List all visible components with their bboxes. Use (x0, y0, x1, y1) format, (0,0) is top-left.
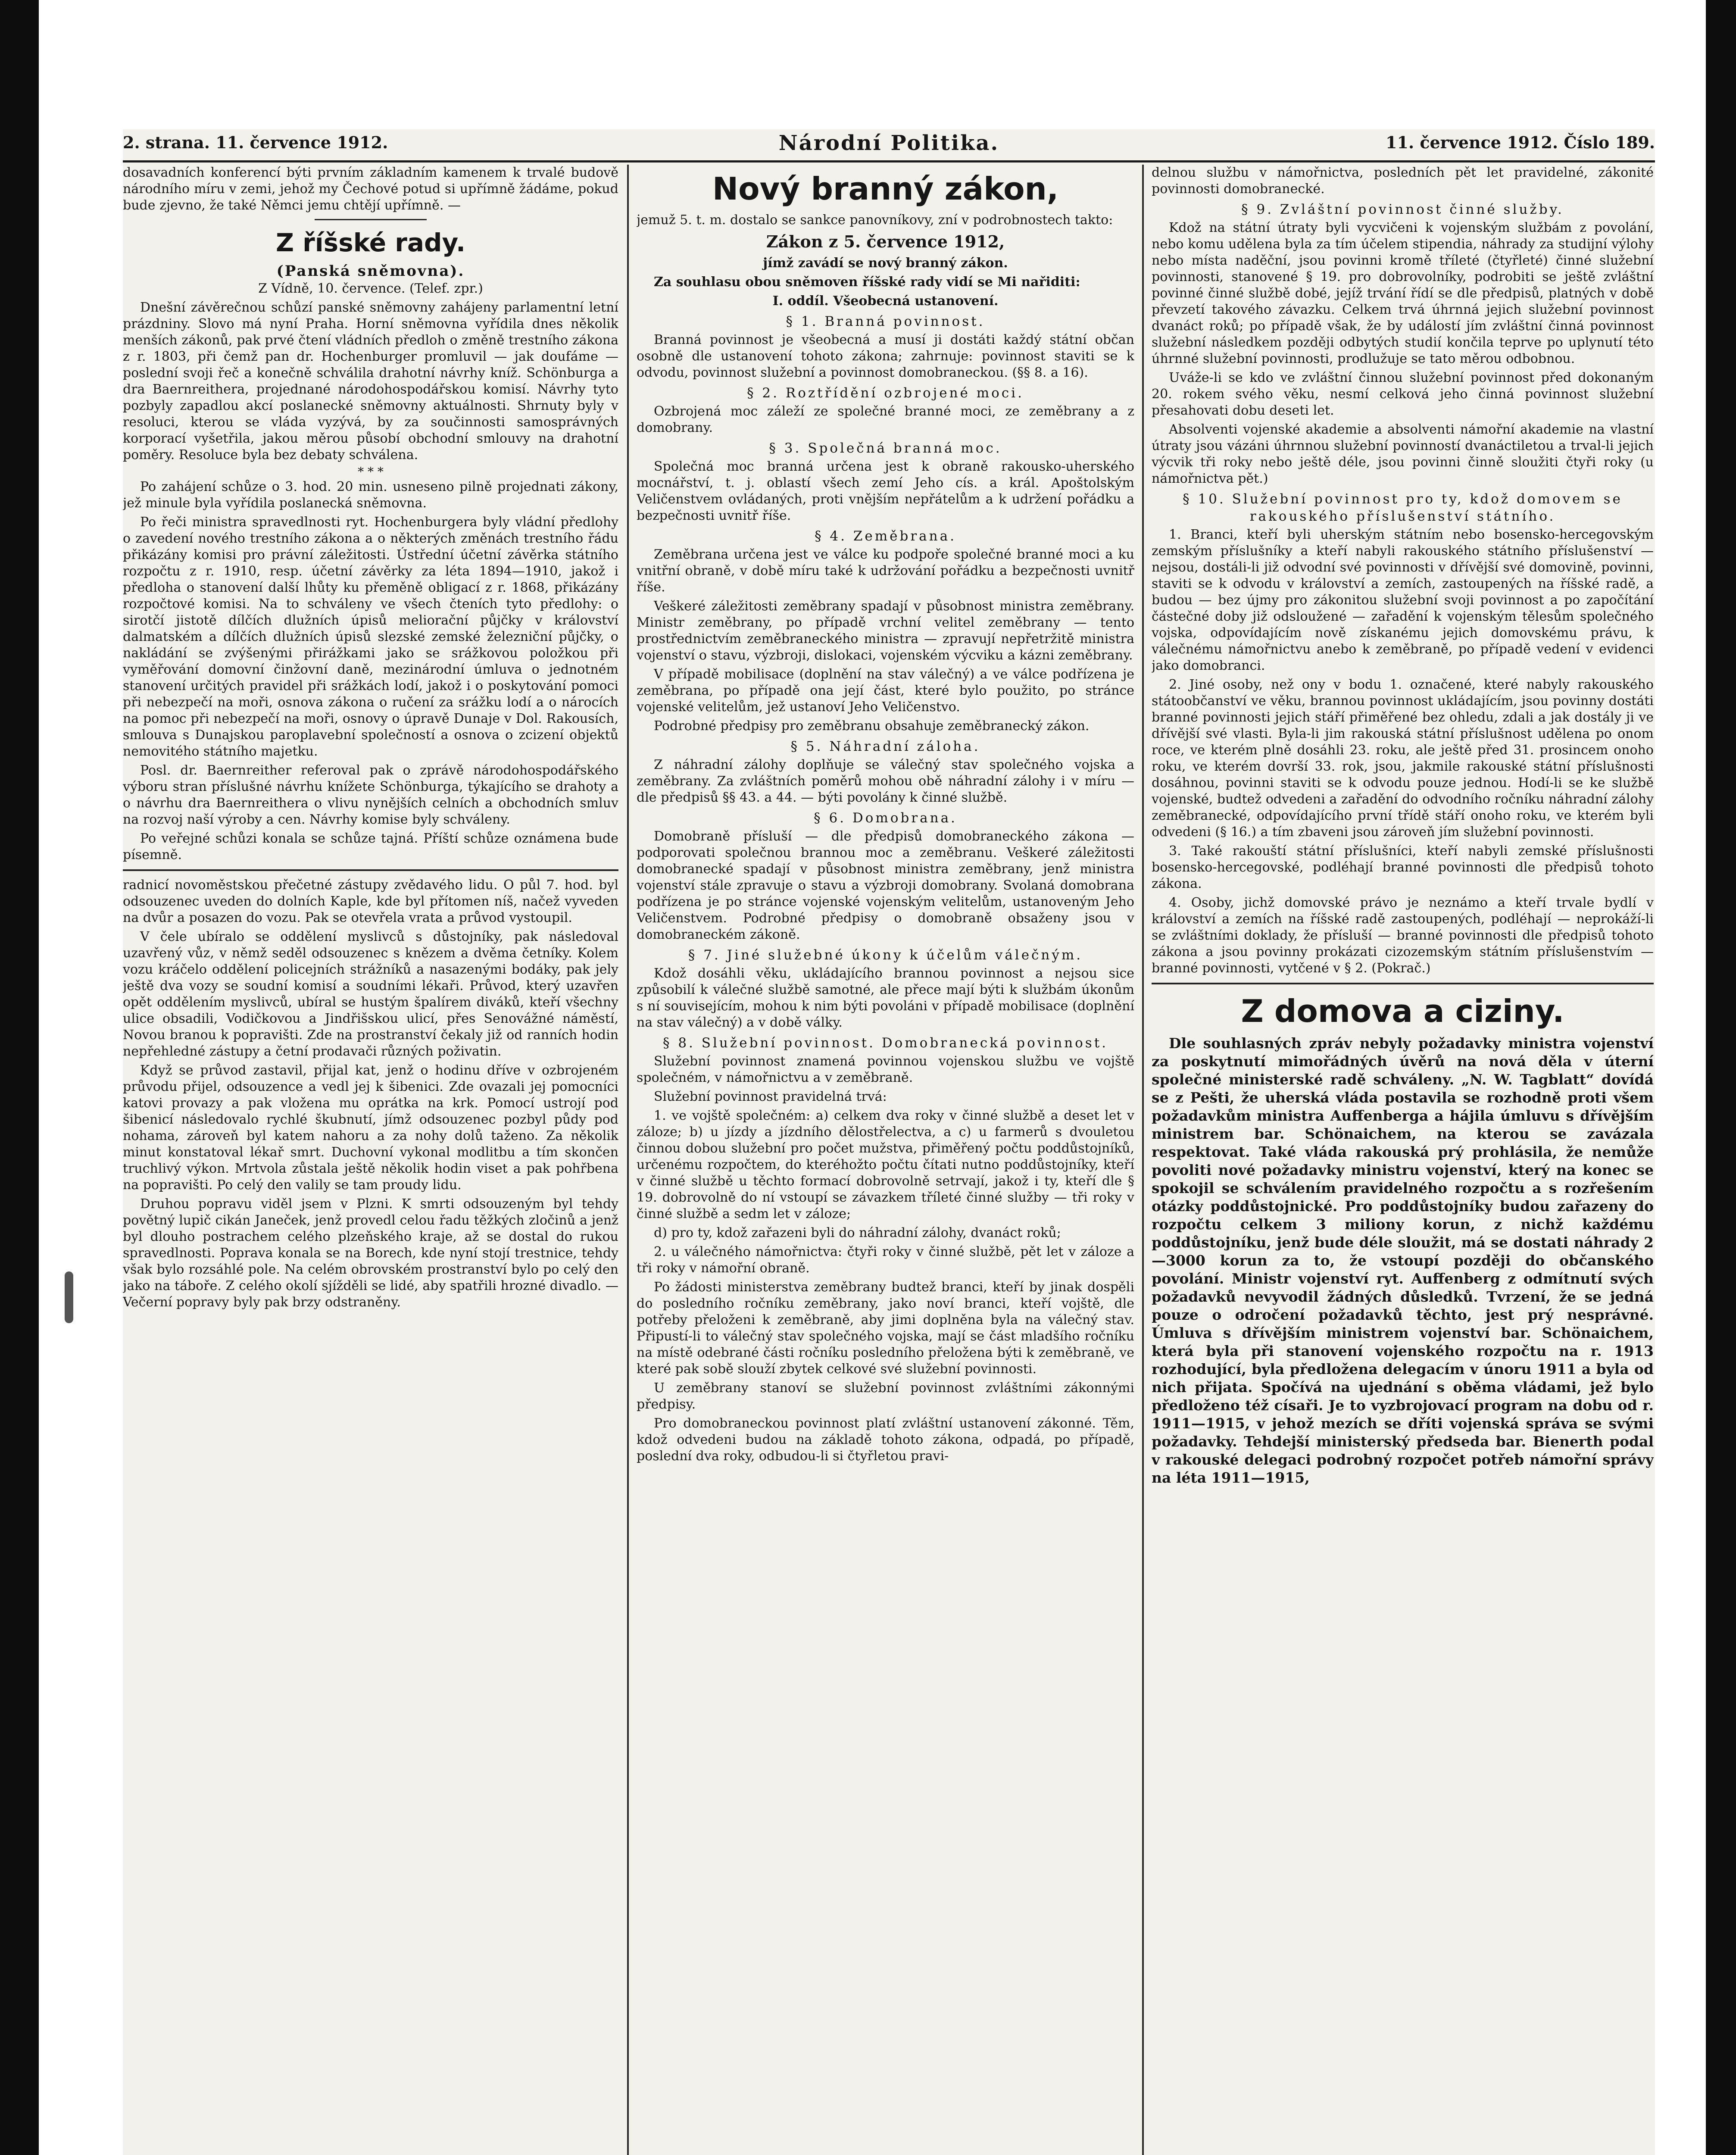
column-3 (1152, 165, 1654, 2155)
paragraph: 1. ve vojště společném: a) celkem dva roky v činné službě a deset let v záloze; b) u jízdy a jízdního dělostřelectva, a c) u farmerů s dvouletou činnou dobou služební pro počet mužstva, přiměřený počtu poddůstojníků, určenému rozpočtem, do kteréhožto počtu čítati nutno poddůstojníky, kteří v činné službě u těchto formací dobrovolně setrvají, jakož i ty, kteří dle § 19. dobrovolně do ní vstoupí se závazkem tříleté činné služby — tři roky v činné službě a sedm let v záloze; (637, 1108, 1134, 1221)
column-1 (123, 165, 618, 2155)
paragraph: Absolventi vojenské akademie a absolventi námořní akademie na vlastní útraty jsou vázáni úhrnnou služební povinností dvanáctiletou a trval-li jejich výcvik tři roky nebo ještě déle, jsou povinni činně sloužiti čtyři roky (u námořnictva pět.) (1152, 422, 1654, 486)
section-rule (123, 869, 618, 871)
paragraph: Druhou popravu viděl jsem v Plzni. K smrti odsouzeným byl tehdy povětný lupič cikán Janeček, jenž provedl celou řadu těžkých zločinů a jenž byl dlouho postrachem celého plzeňského kraje, až se dostal do rukou spravedlnosti. Poprava konala se na Borech, kde nyní stojí trestnice, tehdy však bylo rozsáhlé pole. Na celém obrovském prostranství bylo po celý den jako na táboře. Z celého okolí sjížděli se lidé, aby spatřili hrozné divadlo. — Večerní popravy byly pak brzy odstraněny. (123, 1196, 618, 1310)
header-left: 2. strana. 11. července 1912. (123, 133, 388, 152)
paragraph: 2. Jiné osoby, než ony v bodu 1. označené, které nabyly rakouského státoobčanství ve věku, brannou povinnost ukládajícím, jsou povinny dostáti branné povinnosti jejich stáří přiměřené bez ohledu, zdali a jak dostály ji ve dřívější své vlasti. Byla-li jim rakouská státní příslušnost udělena po onom roce, ve kterém plně dosáhli 23. roku, ale ještě před 31. prosincem onoho roku, ve kterém dovrší 33. rok, jsou, jakmile rakouské státní příslušnosti dosáhnou, povinni staviti se k odvodu pouze jednou. Hodí-li se ke službě vojenské, budtež odvedeni a zařadění do odvodního ročníku náhradní zálohy zeměbranecké, odpovídajícího první třídě stáří onoho roku, ve kterém byli odvedeni (§ 16.) a tím zbaveni jsou zároveň jím služební povinnosti. (1152, 677, 1654, 840)
paragraph: Po zahájení schůze o 3. hod. 20 min. usneseno pilně projednati zákony, jež minule byla vyřídila poslanecká sněmovna. (123, 479, 618, 511)
section-heading: § 9. Zvláštní povinnost činné služby. (1241, 202, 1564, 217)
paragraph: radnicí novoměstskou přečetné zástupy zvědavého lidu. O půl 7. hod. byl odsouzenec uveden do dolních Kaple, kde byl přítomen níš, načež vyveden na dvůr a posazen do vozu. Pak se otevřela vrata a průvod vystoupil. (123, 878, 618, 925)
paragraph: U zeměbrany stanoví se služební povinnost zvláštními zákonnými předpisy. (637, 1380, 1134, 1412)
column-divider (627, 165, 629, 2155)
paragraph: Po veřejné schůzi konala se schůze tajná. Příští schůze oznámena bude písemně. (123, 831, 618, 862)
section-heading: § 6. Domobrana. (814, 810, 957, 826)
paragraph: d) pro ty, kdož zařazeni byli do náhradní zálohy, dvanáct roků; (654, 1225, 1061, 1240)
paragraph: Kdož dosáhli věku, ukládajícího brannou povinnost a nejsou sice způsobilí k válečné službě samotné, ale přece mají býti k službám úkonům s ní souvisejícím, mohou k nim býti povoláni v případě mobilisace (doplnění na stav válečný) a v době války. (637, 966, 1134, 1030)
paragraph: V případě mobilisace (doplnění na stav válečný) a ve válce podřízena je zeměbrana, po případě ona její část, které bylo použito, po stránce vojenské velitelům, jež ustanoví Jeho Veličenstvo. (637, 667, 1134, 715)
paragraph: Po řeči ministra spravedlnosti ryt. Hochenburgera byly vládní předlohy o zavedení nového trestního zákona a o některých změnách trestního řádu přikázány komisi pro právní záležitosti. Ústřední účetní závěrka státního rozpočtu z r. 1910, resp. účetní závěrky za léta 1894—1910, jakož i předloha o stanovení další lhůty ku přeměně obligací z r. 1868, přikázány rozpočtové komisi. Na to schváleny ve všech čteních tyto předlohy: o sirotčí jistotě dílčích dlužních úpisů meliorační půjčky v království dalmatském a dílčích dlužních úpisů slezské zemské železniční půjčky, o nakládání se zvýšenými přirážkami jako se srážkovou položkou při vyměřování domovní činžovní daně, mezinárodní úmluva o jednotném stanovení určitých pravidel při srážkách lodí, jakož i o poskytování pomoci při nebezpečí na moři, osnova zákona o ručení za srážku lodí a o nárocích na pomoc při nebezpečí na moři, osnovy o úpravě Dunaje v Dol. Rakousích, smlouva s Dunajskou paroplavební společností a osnova o zcizení objektů nemovitého státního majetku. (123, 515, 618, 759)
section-heading: § 2. Roztřídění ozbrojené moci. (747, 385, 1024, 401)
dateline: Z Vídně, 10. července. (Telef. zpr.) (258, 281, 483, 296)
paragraph: Z náhradní zálohy doplňuje se válečný stav společného vojska a zeměbrany. Za zvláštních poměrů mohou obě náhradní zálohy i v míru — dle předpisů §§ 43. a 44. — býti povolány k činné službě. (637, 757, 1134, 805)
section-heading: § 10. Služební povinnost pro ty, kdož domovem se rakouského příslušenství státního. (1183, 491, 1623, 524)
paragraph: Pro domobraneckou povinnost platí zvláštní ustanovení zákonné. Těm, kdož odvedeni budou na základě tohoto zákona, odpadá, po případě, poslední dva roky, odbudou-li si čtyřletou pravi- (637, 1416, 1134, 1464)
column-divider (1142, 165, 1144, 2155)
paragraph: Kdož na státní útraty byli vycvičeni k vojenským službám z povolání, nebo komu udělena byla za tím účelem stipendia, náhrady za studijní výlohy nebo místa naděční, jsou povinni kromě tříleté (čtyřleté) činné služební povinnosti, stanovené § 19. pro dobrovolníky, podrobiti se ještě zvláštní povinné činné službě dobé, jejíž trvání řídí se dle předpisů, platných v době převzetí takového závazku. Celkem trvá úhrnná jejich služební povinnost dvanáct roků; po případě však, že by událostí jím zvláštní činná povinnost služební následkem později odbytých studií končila teprve po uplynutí této úhrnné služební povinnosti, prodlužuje se tato měrou odbobnou. (1152, 220, 1654, 366)
paragraph: Ozbrojená moc záleží ze společné branné moci, ze zeměbrany a z domobrany. (637, 404, 1134, 435)
paragraph: delnou službu v námořnictva, posledních pět let pravidelné, zákonité povinnosti domobranecké. (1152, 165, 1654, 197)
paragraph: V čele ubíralo se oddělení myslivců s důstojníky, pak následoval uzavřený vůz, v němž seděl odsouzenec s knězem a dvěma četníky. Kolem vozu kráčelo oddělení policejních strážníků a nasazenými bodáky, pak jely ještě dva vozy se soudní komisí a soudními lékaři. Průvod, který uzavřen opět oddělením myslivců, ubíral se hustým špalírem diváků, kteří všechny ulice obsadili, Vodičkovou a Jindřišskou ulicí, přes Senovážné náměstí, Novou branou k popravišti. Zde na prostranství čekaly již od ranních hodin nepřehledné zástupy a četní prodavači různých poživatin. (123, 929, 618, 1059)
margin-mark (65, 1271, 73, 1323)
law-subtitle: jímž zavádí se nový branný zákon. (763, 256, 1008, 271)
section-heading: § 7. Jiné služebné úkony k účelům válečným. (688, 947, 1083, 963)
paragraph: Za souhlasu obou sněmoven říšské rady vidí se Mi nařiditi: (654, 275, 1080, 290)
header-rule (123, 160, 1655, 162)
paragraph: Veškeré záležitosti zeměbrany spadají v působnost ministra zeměbrany. Ministr zeměbrany, po případě vrchní velitel zeměbrany — tento prostřednictvím zeměbraneckého ministra — zpravují nepřetržitě ministra vojenství o stavu, výzbroji, dislokaci, vojenském výcviku a kázni zeměbrany. (637, 599, 1134, 663)
article-title: Nový branný zákon, (712, 171, 1059, 207)
paragraph: 4. Osoby, jichž domovské právo je neznámo a kteří trvale bydlí v království a zemích na říšské radě zastoupených, podléhají — neprokáží-li se zvláštními doklady, že přísluší — branné povinnosti dle předpisů tohoto zákona a jsou povinny prokázati cizozemským státním příslušenstvím — branné povinnosti, vytčené v § 2. (Pokrač.) (1152, 895, 1654, 976)
paragraph: Zeměbrana určena jest ve válce ku podpoře společné branné moci a ku vnitřní obraně, v době míru také k udržování pořádku a bezpečnosti uvnitř říše. (637, 547, 1134, 595)
paragraph: Domobraně přísluší — dle předpisů domobraneckého zákona — podporovati společnou brannou moc a zeměbranu. Veškeré záležitosti domobranecké spadají v působnost ministra zeměbrany, jenž ministra vojenství stále zpravuje o stavu a výzbroji domobrany. Svolaná domobrana podřízena je po stránce vojenské vojenským velitelům, ustanoveným Jeho Veličenstvem. Podrobné předpisy o domobraně obsaženy jsou v domobraneckém zákoně. (637, 829, 1134, 942)
newspaper-page (123, 129, 1655, 2155)
section-heading: § 3. Společná branná moc. (769, 440, 1002, 456)
scan-edge-left (0, 0, 39, 2155)
paragraph: Společná moc branná určena jest k obraně rakousko-uherského mocnářství, t. j. oblastí všech zemí Jeho cís. a král. Apoštolským Veličenstvem ovládaných, proti vnějším nepřátelům a k udržení pořádku a bezpečnosti uvnitř říše. (637, 459, 1134, 523)
paragraph: Uváže-li se kdo ve zvláštní činnou služební povinnost před dokonaným 20. rokem svého věku, nesmí celková jeho činná povinnost služební přesahovati dobu deseti let. (1152, 370, 1654, 418)
article-continuation: dosavadních konferencí býti prvním základním kamenem k trvalé budově národního míru v zemi, jehož my Čechové potud si upřímně žádáme, pokud bude zjevno, že také Němci jemu chtějí upřímně. — (123, 165, 618, 213)
article-title: Z domova a ciziny. (1241, 993, 1564, 1029)
section-heading: § 5. Náhradní záloha. (790, 739, 980, 754)
paragraph: jemuž 5. t. m. dostalo se sankce panovníkovy, zní v podrobnostech takto: (637, 212, 1113, 228)
article-title: Z říšské rady. (275, 228, 466, 257)
division-heading: I. oddíl. Všeobecná ustanovení. (772, 294, 999, 309)
paragraph: Podrobné předpisy pro zeměbranu obsahuje zeměbranecký zákon. (654, 718, 1090, 734)
section-rule (1152, 983, 1654, 984)
paragraph: Po žádosti ministerstva zeměbrany budtež branci, kteří by jinak dospěli do posledního ročníku zeměbrany, jako noví branci, kteří vojště, dle potřeby přeloženi k zeměbraně, aby jimi doplněna byla na válečný stav. Připustí-li to válečný stav společného vojska, mají se část mladšího ročníku na místě odebrané části ročníku posledního přeložena býti k zeměbraně, ve které pak sobě slouží zbytek celkové své služební povinnosti. (637, 1280, 1134, 1377)
paragraph: Když se průvod zastavil, přijal kat, jenž o hodinu dříve v ozbrojeném průvodu přijel, odsouzence a vedl jej k šibenici. Zde ovazali jej pomocníci katovi provazy a pak vložena mu oprátka na krk. Pomocí ustrojí pod šibenicí následovalo rychlé škubnutí, jímž odsouzenec pozbyl půdy pod nohama, zároveň byl katem nahoru a za nohy dolů taženo. Za několik minut konstatoval lékař smrt. Duchovní vykonal modlitbu a tím skončen truchlivý výkon. Mrtvola zůstala ještě několik hodin viset a pak pohřbena na popravišti. Po celý den valily se tam proudy lidu. (123, 1063, 618, 1193)
paragraph: 3. Také rakouští státní příslušníci, kteří nabyli zemské příslušnosti bosensko-hercegovské, podléhají branné povinnosti dle předpisů tohoto zákona. (1152, 843, 1654, 891)
paragraph: Branná povinnost je všeobecná a musí ji dostáti každý státní občan osobně dle ustanovení tohoto zákona; zahrnuje: povinnost staviti se k odvodu, povinnost služební a povinnost domobraneckou. (§§ 8. a 16). (637, 332, 1134, 380)
paragraph: Dle souhlasných zpráv nebyly požadavky ministra vojenství za poskytnutí mimořádných úvěrů na nová děla v úterní společné ministerské radě schváleny. „N. W. Tagblatt“ dovídá se z Pešti, že uherská vláda postavila se rozhodně proti všem požadavkům ministra Auffenberga a hájila úmluvu s dřívějším ministrem bar. Schönaichem, na kterou se zavázala respektovat. Také vláda rakouská prý prohlásila, že nemůže povoliti nové požadavky ministru vojenství, který na konec se spokojil se schválením pravidelného rozpočtu a s rozřešením otázky poddůstojnické. Pro poddůstojníky budou zařazeny do rozpočtu celkem 3 miliony korun, z nichž každému poddůstojníku, jenž bude déle sloužit, má se dostati náhrady 2—3000 korun za to, že vstoupí později do občanského povolání. Ministr vojenství ryt. Auffenberg z odmítnutí svých požadavků nevyvodil žádných důsledků. Tvrzení, že se jedná pouze o odročení požadavků těchto, jest prý nesprávné. Úmluva s dřívějším ministrem vojenství bar. Schönaichem, která byla při stanovení vojenského rozpočtu na r. 1913 rozhodující, byla předložena delegacím v únoru 1911 a byla od nich přijata. Spočívá na ujednání s oběma vládami, jež bylo předloženo též císaři. Je to vyzbrojovací program na dobu od r. 1911—1915, v jehož mezích se dříti vojenská správa se svými požadavky. Tehdejší ministerský předseda bar. Bienerth podal v rakouské delegaci podrobný rozpočet potřeb námořní správy na léta 1911—1915, (1152, 1035, 1654, 1486)
paragraph: Služební povinnost znamená povinnou vojenskou službu ve vojště společném, v námořnictvu a v zeměbraně. (637, 1054, 1134, 1085)
scan-edge-right (1706, 0, 1736, 2155)
article-separator (315, 219, 427, 220)
paragraph: 2. u válečného námořnictva: čtyři roky v činné službě, pět let v záloze a tři roky v námořní obraně. (637, 1244, 1134, 1276)
stars-separator: * * * (358, 465, 384, 479)
paragraph: 1. Branci, kteří byli uherským státním nebo bosensko-hercegovským zemským příslušníky a kteří nabyli rakouského státního příslušenství — nejsou, dostáli-li již odvodní své povinnosti v dřívější své domovině, povinni, staviti se k odvodu v království a zemích, zastoupených na říšské radě, a budou — bez újmy pro zákonitou služební svoji povinnost a po započítání částečné doby již odsloužené — zařadění k vojenským tělesům společného vojska, odpovídajícím nově získanému jejich domovskému právu, k válečnému námořnictvu anebo k zeměbraně, po případě vedení v evidenci jako domobranci. (1152, 527, 1654, 673)
header-right: 11. července 1912. Číslo 189. (1386, 133, 1655, 152)
law-title: Zákon z 5. července 1912, (766, 232, 1005, 251)
column-2 (637, 165, 1134, 2155)
paragraph: Služební povinnost pravidelná trvá: (654, 1089, 887, 1104)
section-heading: § 8. Služební povinnost. Domobranecká povinnost. (662, 1035, 1108, 1051)
newspaper-name: Národní Politika. (778, 131, 999, 155)
masthead (123, 129, 1655, 159)
paragraph: Posl. dr. Baernreither referoval pak o zprávě národohospodářského výboru stran příslušné návrhu knížete Schönburga, týkajícího se drahoty a o návrhu dra Baernreithera o vlivu nynějších celních a obchodních smluv na rozvoj naší výroby a cen. Návrhy komise byly schváleny. (123, 763, 618, 827)
section-heading: § 1. Branná povinnost. (786, 314, 985, 329)
section-heading: § 4. Zeměbrana. (815, 528, 956, 544)
article-subtitle: (Panská sněmovna). (276, 262, 465, 280)
paragraph: Dnešní závěrečnou schůzí panské sněmovny zahájeny parlamentní letní prázdniny. Slovo má nyní Praha. Horní sněmovna vyřídila dnes několik menších zákonů, pak prvé čtení vládních předloh o změně trestního zákona z r. 1803, při čemž pan dr. Hochenburger promluvil — jak doufáme — poslední svoji řeč a konečně schválila drahotní návrhy kníž. Schönburga a dra Baernreithera, projednané národohospodářskou komisí. Návrhy tyto pozbyly zapadlou akcí poslanecké sněmovny aktuálnosti. Shrnuty byly v resoluci, kterou se vláda vyzývá, by za součinnosti samosprávných korporací vyšetřila, jakou měrou působí obchodní smlouvy na drahotní poměry. Resoluce byla bez debaty schválena. (123, 300, 618, 462)
